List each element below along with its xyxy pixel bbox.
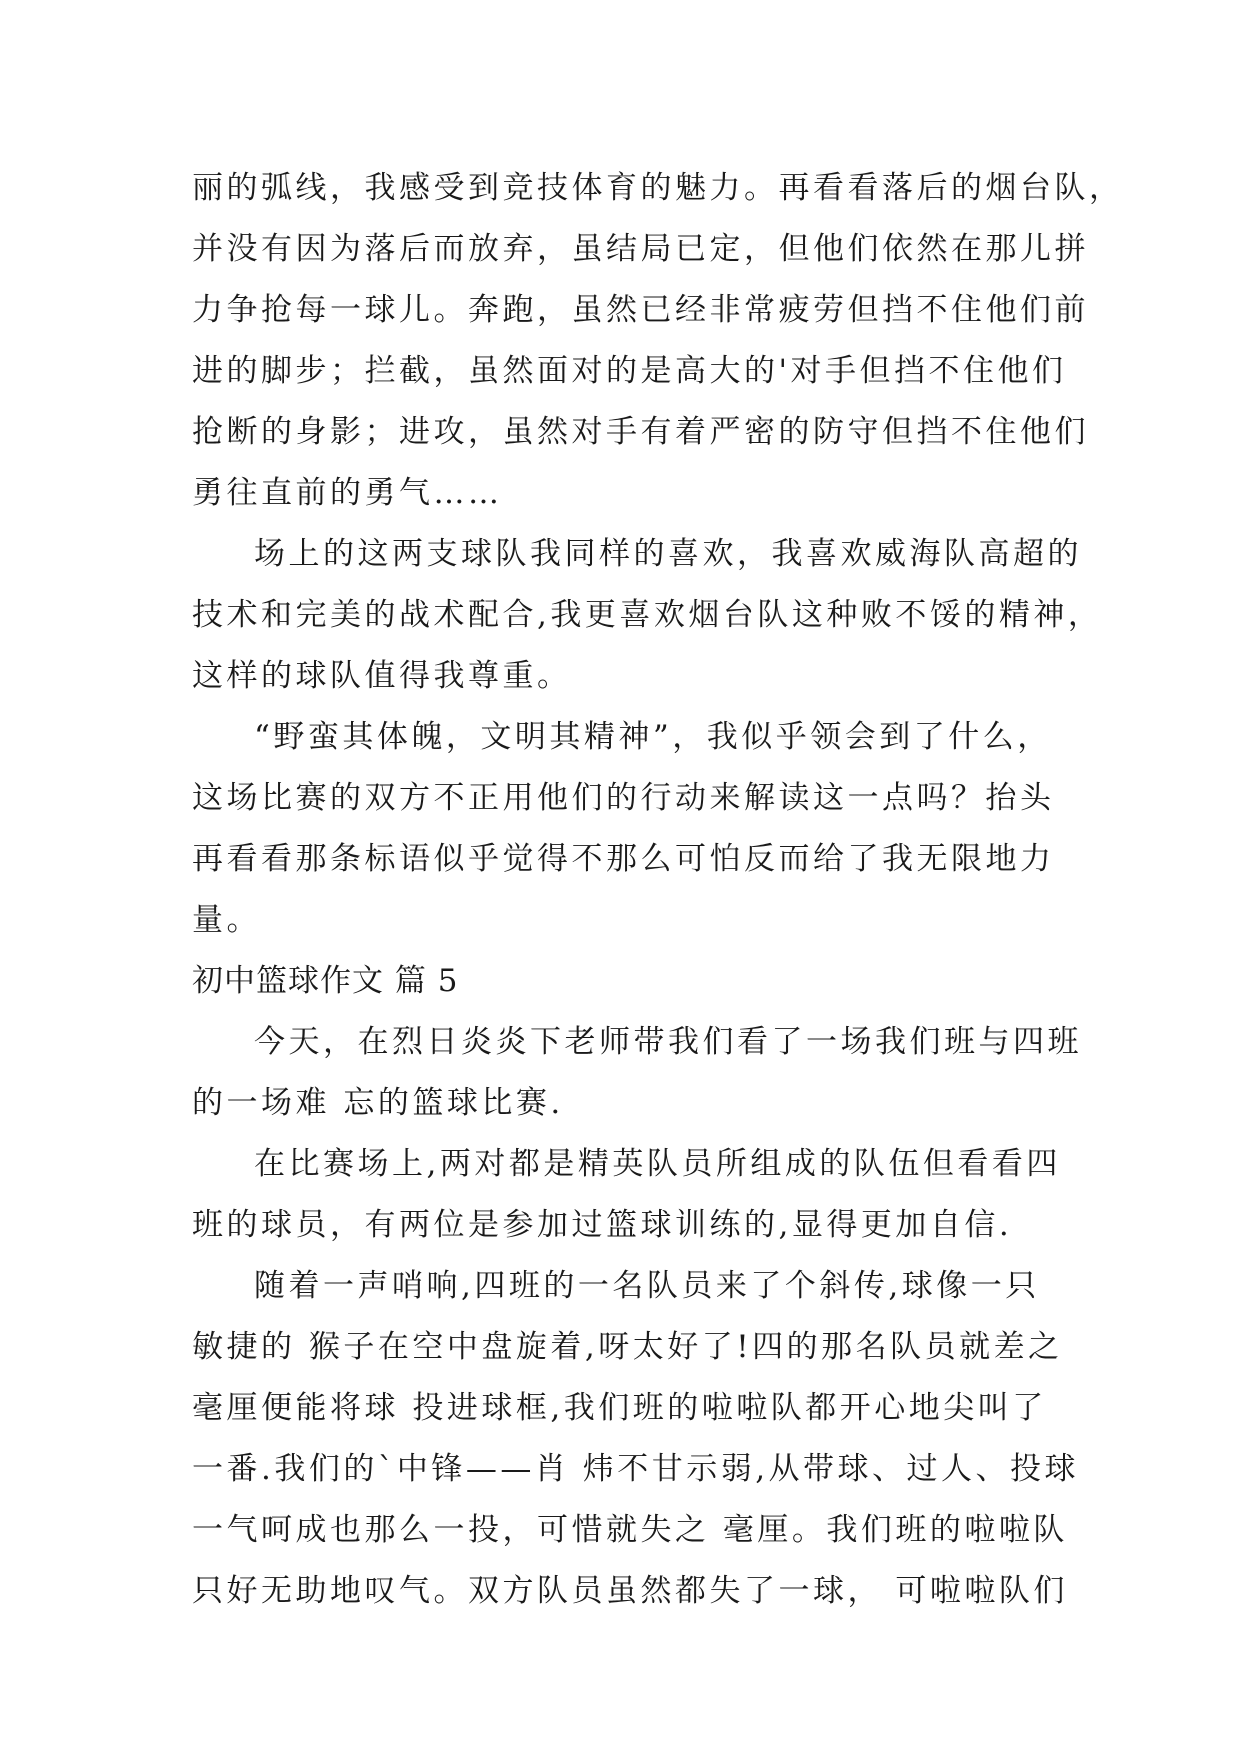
text-line: 一番.我们的`中锋——肖 炜不甘示弱,从带球、过人、投球 [192,1451,1080,1487]
text-line: 抢断的身影；进攻，虽然对手有着严密的防守但挡不住他们 [192,414,1089,450]
text-line: 进的脚步；拦截，虽然面对的是高大的'对手但挡不住他们 [192,353,1067,389]
text-line: 班的球员，有两位是参加过篮球训练的,显得更加自信. [192,1207,1013,1243]
text-line: 的一场难 忘的篮球比赛. [192,1085,564,1121]
text-line: 这样的球队值得我尊重。 [192,658,572,694]
text-line: 只好无助地叹气。双方队员虽然都失了一球， 可啦啦队们 [192,1573,1068,1609]
text-line: 在比赛场上,两对都是精英队员所组成的队伍但看看四 [254,1146,1061,1182]
text-line: 一气呵成也那么一投，可惜就失之 毫厘。我们班的啦啦队 [192,1512,1068,1548]
text-line: 再看看那条标语似乎觉得不那么可怕反而给了我无限地力 [192,841,1055,877]
text-line: 并没有因为落后而放弃，虽结局已定，但他们依然在那儿拼 [192,231,1089,267]
paragraph [192,1012,1082,1134]
text-line: “野蛮其体魄，文明其精神”，我似乎领会到了什么， [254,719,1052,755]
text-line: 今天，在烈日炎炎下老师带我们看了一场我们班与四班 [254,1024,1082,1060]
text-line: 力争抢每一球儿。奔跑，虽然已经非常疲劳但挡不住他们前 [192,292,1089,328]
document-body [192,158,1124,1622]
text-line: 量。 [192,902,261,938]
paragraph [192,707,1055,951]
section-heading: 初中篮球作文 篇 5 [192,963,459,999]
text-line: 丽的弧线，我感受到竞技体育的魅力。再看看落后的烟台队， [192,170,1124,206]
text-line: 这场比赛的双方不正用他们的行动来解读这一点吗？抬头 [192,780,1055,816]
text-line: 毫厘便能将球 投进球框,我们班的啦啦队都开心地尖叫了 [192,1390,1047,1426]
text-line: 场上的这两支球队我同样的喜欢，我喜欢威海队高超的 [254,536,1082,572]
paragraph [192,1256,1080,1622]
paragraph [192,1134,1061,1256]
paragraph [192,158,1124,524]
text-line: 技术和完美的战术配合,我更喜欢烟台队这种败不馁的精神， [192,597,1103,633]
text-line: 敏捷的 猴子在空中盘旋着,呀太好了!四的那名队员就差之 [192,1329,1063,1365]
text-line: 随着一声哨响,四班的一名队员来了个斜传,球像一只 [254,1268,1040,1304]
paragraph [192,524,1103,707]
text-line: 勇往直前的勇气…… [192,475,503,511]
